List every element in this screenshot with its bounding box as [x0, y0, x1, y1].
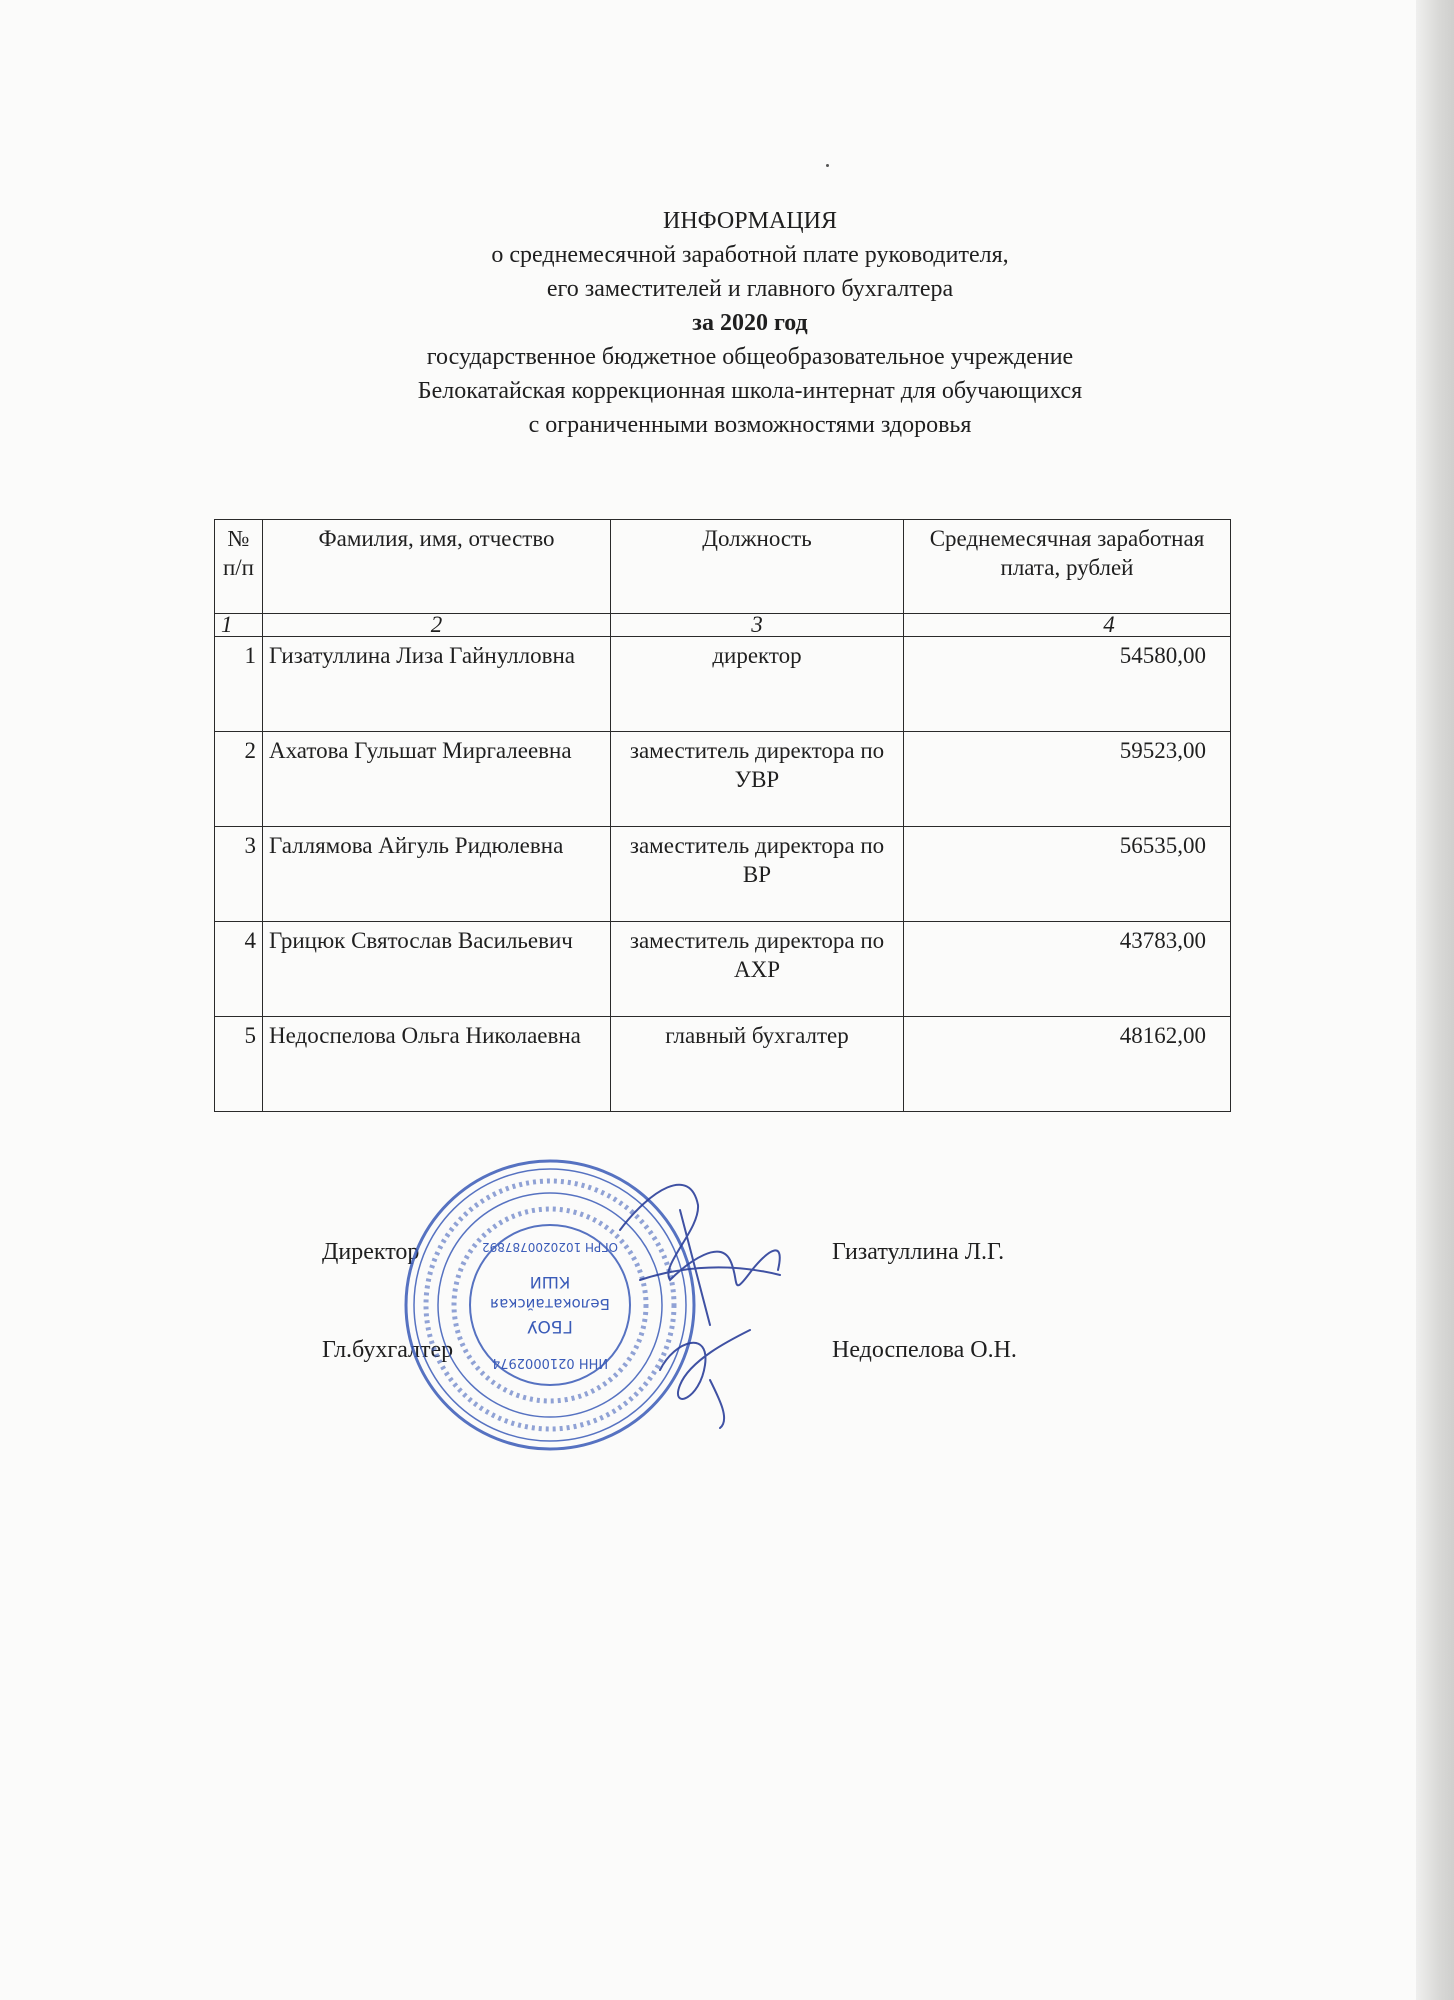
- accountant-label: Гл.бухгалтер: [322, 1337, 454, 1363]
- row-salary: 56535,00: [904, 827, 1231, 922]
- row-position: заместитель директора по УВР: [611, 732, 904, 827]
- table-row: [215, 637, 1231, 732]
- organization-line-2: Белокатайская коррекционная школа-интернат для обучающихся: [417, 378, 1083, 404]
- accountant-name: Недоспелова О.Н.: [832, 1337, 1017, 1363]
- table-header-row: [215, 520, 1231, 614]
- salary-table: [214, 519, 1231, 1112]
- subtitle-line-2: его заместителей и главного бухгалтера: [546, 276, 954, 302]
- row-name: Ахатова Гульшат Миргалеевна: [263, 732, 611, 827]
- row-position: заместитель директора по АХР: [611, 922, 904, 1017]
- table-row: [215, 732, 1231, 827]
- organization-line-3: с ограниченными возможностями здоровья: [528, 412, 972, 438]
- period: за 2020 год: [692, 310, 808, 336]
- row-num: 3: [215, 827, 263, 922]
- row-salary: 59523,00: [904, 732, 1231, 827]
- speck: [826, 164, 829, 167]
- stamp-center-3: КШИ: [529, 1273, 571, 1292]
- row-position: директор: [611, 637, 904, 732]
- header-name: Фамилия, имя, отчество: [263, 520, 611, 614]
- signature-scribbles: [580, 1170, 820, 1430]
- stamp-ogrn: ОГРН 1020200787892: [481, 1240, 619, 1254]
- column-index-row: [215, 614, 1231, 637]
- document-title: ИНФОРМАЦИЯ: [663, 208, 837, 234]
- row-salary: 43783,00: [904, 922, 1231, 1017]
- scan-edge-shadow: [1416, 0, 1454, 2000]
- table-row: [215, 827, 1231, 922]
- header-num: № п/п: [215, 520, 263, 614]
- stamp-center-1: ГБОУ: [527, 1316, 573, 1336]
- director-label: Директор: [322, 1239, 420, 1265]
- document-header: [300, 204, 1200, 442]
- row-name: Гизатуллина Лиза Гайнулловна: [263, 637, 611, 732]
- header-salary: Среднемесячная заработная плата, рублей: [904, 520, 1231, 614]
- table-row: [215, 1017, 1231, 1112]
- accountant-signature: [660, 1330, 750, 1428]
- director-name: Гизатуллина Л.Г.: [832, 1239, 1005, 1265]
- index-2: 2: [263, 614, 611, 637]
- row-name: Грицюк Святослав Васильевич: [263, 922, 611, 1017]
- row-num: 1: [215, 637, 263, 732]
- index-4: 4: [904, 614, 1231, 637]
- stamp-center-2: Белокатайская: [490, 1295, 610, 1313]
- row-salary: 48162,00: [904, 1017, 1231, 1112]
- subtitle-line-1: о среднемесячной заработной плате руководителя,: [491, 242, 1009, 268]
- row-num: 5: [215, 1017, 263, 1112]
- header-position: Должность: [611, 520, 904, 614]
- organization-line-1: государственное бюджетное общеобразовательное учреждение: [426, 344, 1074, 370]
- director-signature-stroke: [640, 1210, 780, 1325]
- row-position: главный бухгалтер: [611, 1017, 904, 1112]
- row-name: Галлямова Айгуль Ридюлевна: [263, 827, 611, 922]
- stamp-inn: ИНН 0210002974: [491, 1355, 609, 1370]
- row-position: заместитель директора по ВР: [611, 827, 904, 922]
- row-salary: 54580,00: [904, 637, 1231, 732]
- row-name: Недоспелова Ольга Николаевна: [263, 1017, 611, 1112]
- row-num: 2: [215, 732, 263, 827]
- table-row: [215, 922, 1231, 1017]
- index-3: 3: [611, 614, 904, 637]
- row-num: 4: [215, 922, 263, 1017]
- index-1: 1: [215, 614, 263, 637]
